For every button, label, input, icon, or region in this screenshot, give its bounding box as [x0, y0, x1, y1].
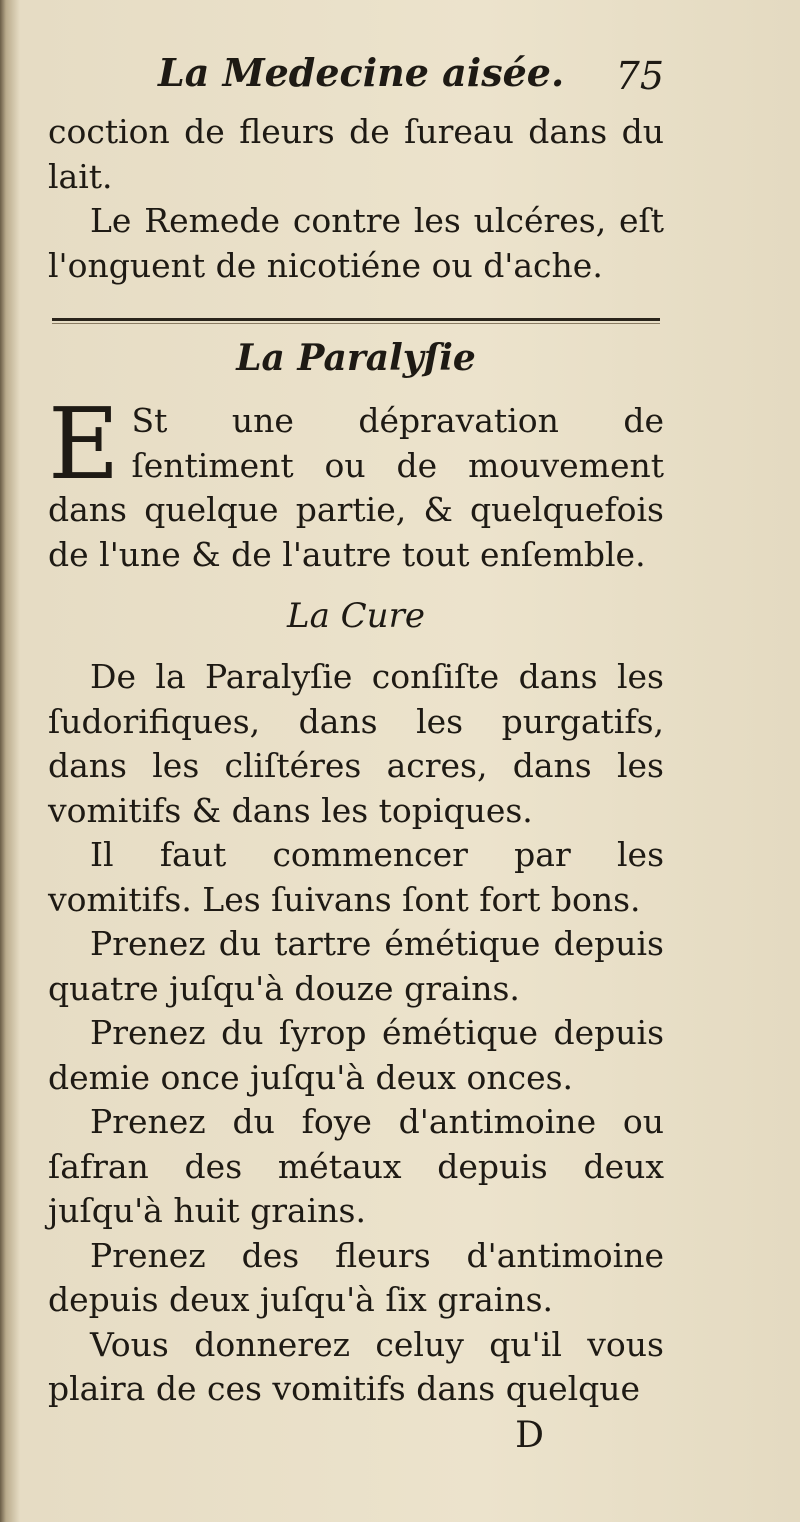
- running-title: La Medecine aisée.: [158, 50, 565, 95]
- signature-mark: D: [515, 1414, 544, 1456]
- running-head: [48, 40, 664, 110]
- section-title-cure: La Cure: [287, 596, 425, 636]
- cure-paragraph: Il faut commencer par les vomitifs. Les ſuivans ſont fort bons.: [48, 835, 664, 919]
- paralysie-definition: [48, 388, 664, 577]
- cure-paragraph: Prenez des fleurs d'antimoine depuis deux juſqu'à ſix grains.: [48, 1235, 664, 1319]
- cure-paragraph: Vous donnerez celuy qu'il vous plaira de ces vomitifs dans quelque: [48, 1324, 664, 1408]
- definition-text: St une dépravation de ſentiment ou de mouvement dans quelque partie, & quelquefois de l'une & de l'autre tout enſemble.: [48, 401, 664, 574]
- section-title-paralysie: La Paralyſie: [236, 337, 476, 379]
- page-content: [48, 40, 664, 1458]
- cure-paragraph: Prenez du tartre émétique depuis quatre juſqu'à douze grains.: [48, 924, 664, 1008]
- intro-paragraph-1: coction de fleurs de ſureau dans du lait.: [48, 112, 664, 196]
- intro-paragraph-2: Le Remede contre les ulcéres, eſt l'onguent de nicotiéne ou d'ache.: [48, 201, 664, 285]
- cure-paragraph: De la Paralyſie conſiſte dans les ſudorifiques, dans les purgatifs, dans les cliſtéres acres, dans les vomitifs & dans les topiques.: [48, 657, 664, 830]
- cure-paragraph: Prenez du foye d'antimoine ou ſafran des métaux depuis deux juſqu'à huit grains.: [48, 1102, 664, 1230]
- section-divider: [52, 318, 660, 321]
- page-number: 75: [615, 54, 664, 98]
- cure-paragraph: Prenez du ſyrop émétique depuis demie once juſqu'à deux onces.: [48, 1013, 664, 1097]
- drop-cap: E: [48, 388, 120, 502]
